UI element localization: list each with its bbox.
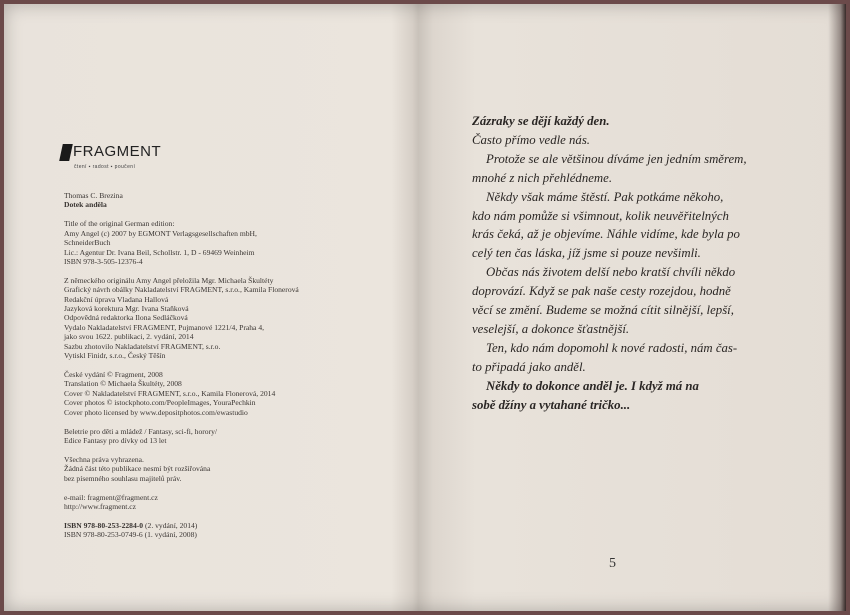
poem-line: mnohé z nich přehlédneme. xyxy=(472,170,613,185)
imprint-line: Cover photo licensed by www.depositphotos.com/ewastudio xyxy=(64,407,248,417)
imprint-line: e-mail: fragment@fragment.cz xyxy=(64,492,158,502)
imprint-line: Translation © Michaela Škultéty, 2008 xyxy=(64,379,182,389)
imprint-block xyxy=(64,276,364,361)
imprint-line: ISBN 978-3-505-12376-4 xyxy=(64,256,143,266)
poem-line: Zázraky se dějí každý den. xyxy=(472,114,610,128)
imprint-block xyxy=(64,493,364,512)
imprint-line: Jazyková korektura Mgr. Ivana Staňková xyxy=(64,304,189,314)
isbn-note: (2. vydání, 2014) xyxy=(145,520,198,530)
imprint-line: Dotek anděla xyxy=(64,200,107,210)
poem-line: krás čeká, až je objevíme. Náhle vidíme, kde byla po xyxy=(472,227,740,242)
poem-line: sobě džíny a vytahané tričko... xyxy=(472,397,631,412)
imprint-line: Vytiskl Finidr, s.r.o., Český Těšín xyxy=(64,351,166,361)
imprint-block xyxy=(64,191,364,210)
imprint-line: Thomas C. Brezina xyxy=(64,191,123,200)
poem-line: doprovází. Když se pak naše cesty rozejdou, hodně xyxy=(472,284,731,299)
poem-line: celý ten čas láska, jíž jsme si pouze nevšimli. xyxy=(472,246,701,261)
publisher-logo xyxy=(61,144,211,174)
fragment-logo-icon xyxy=(59,144,73,161)
poem-line: věcí se změní. Budeme se možná cítit silnější, lepší, xyxy=(472,303,734,318)
imprint-line: Žádná část této publikace nesmí být rozšiřována xyxy=(64,464,211,474)
poem-text xyxy=(472,112,772,415)
imprint-line: Všechna práva vyhrazena. xyxy=(64,454,144,464)
imprint-line: bez písemného souhlasu majitelů práv. xyxy=(64,473,182,483)
poem-line: Občas nás životem delší nebo kratší chvíli někdo xyxy=(486,265,736,280)
isbn-number: ISBN 978-80-253-2284-0 xyxy=(64,520,144,530)
poem-line: Ten, kdo nám dopomohl k nové radosti, nám čas- xyxy=(486,340,738,355)
imprint-block xyxy=(64,427,364,446)
imprint-line: SchneiderBuch xyxy=(64,238,111,248)
isbn-line xyxy=(64,530,364,539)
imprint-line: Amy Angel (c) 2007 by EGMONT Verlagsgesellschaften mbH, xyxy=(64,228,257,238)
imprint-line: Cover photos © istockphoto.com/PeopleImages, YouraPechkin xyxy=(64,398,256,408)
right-page xyxy=(414,4,846,611)
page-number: 5 xyxy=(609,556,616,571)
imprint-line: Title of the original German edition: xyxy=(64,219,175,229)
book-spread xyxy=(4,4,846,611)
imprint-line: Vydalo Nakladatelství FRAGMENT, Pujmanové 1221/4, Praha 4, xyxy=(64,322,265,332)
isbn-number: ISBN 978-80-253-0749-6 xyxy=(64,530,143,540)
imprint xyxy=(64,191,364,549)
imprint-line: Grafický návrh obálky Nakladatelství FRAGMENT, s.r.o., Kamila Flonerová xyxy=(64,285,299,295)
isbn-block xyxy=(64,521,364,540)
page-edge-shadow xyxy=(828,4,846,611)
imprint-block xyxy=(64,370,364,417)
imprint-line: Z německého originálu Amy Angel přeložila Mgr. Michaela Škultéty xyxy=(64,275,274,285)
imprint-line: Lic.: Agentur Dr. Ivana Beil, Schollstr. 1, D - 69469 Weinheim xyxy=(64,247,255,257)
isbn-line xyxy=(64,521,364,530)
imprint-line: Edice Fantasy pro dívky od 13 let xyxy=(64,435,167,445)
poem-line: veselejší, a dokonce šťastnější. xyxy=(472,321,630,336)
imprint-block xyxy=(64,219,364,266)
isbn-note: (1. vydání, 2008) xyxy=(144,530,197,540)
logo-tagline: čtení ▪ radost ▪ poučení xyxy=(74,164,136,170)
poem-line: kdo nám pomůže si všimnout, kolik neuvěřitelných xyxy=(472,208,729,223)
imprint-line: Odpovědná redaktorka Ilona Sedláčková xyxy=(64,313,188,323)
imprint-line: Sazbu zhotovilo Nakladatelství FRAGMENT, s.r.o. xyxy=(64,341,221,351)
imprint-line: České vydání © Fragment, 2008 xyxy=(64,370,163,379)
imprint-line: jako svou 1622. publikaci, 2. vydání, 2014 xyxy=(64,332,194,342)
imprint-block xyxy=(64,455,364,483)
imprint-line: Cover © Nakladatelství FRAGMENT, s.r.o., Kamila Flonerová, 2014 xyxy=(64,388,276,398)
poem-line: Protože se ale většinou díváme jen jedním směrem, xyxy=(486,151,747,166)
poem-line: Někdy to dokonce anděl je. I když má na xyxy=(486,378,699,393)
imprint-line: http://www.fragment.cz xyxy=(64,501,137,511)
poem-line: Často přímo vedle nás. xyxy=(472,132,591,147)
imprint-line: Redakční úprava Vladana Hallová xyxy=(64,294,169,304)
poem-line: to připadá jako anděl. xyxy=(472,359,586,374)
logo-name: FRAGMENT xyxy=(73,143,162,160)
poem-line: Někdy však máme štěstí. Pak potkáme někoho, xyxy=(486,189,724,204)
left-page xyxy=(4,4,404,611)
imprint-line: Beletrie pro děti a mládež / Fantasy, sci-fi, horory/ xyxy=(64,426,218,436)
